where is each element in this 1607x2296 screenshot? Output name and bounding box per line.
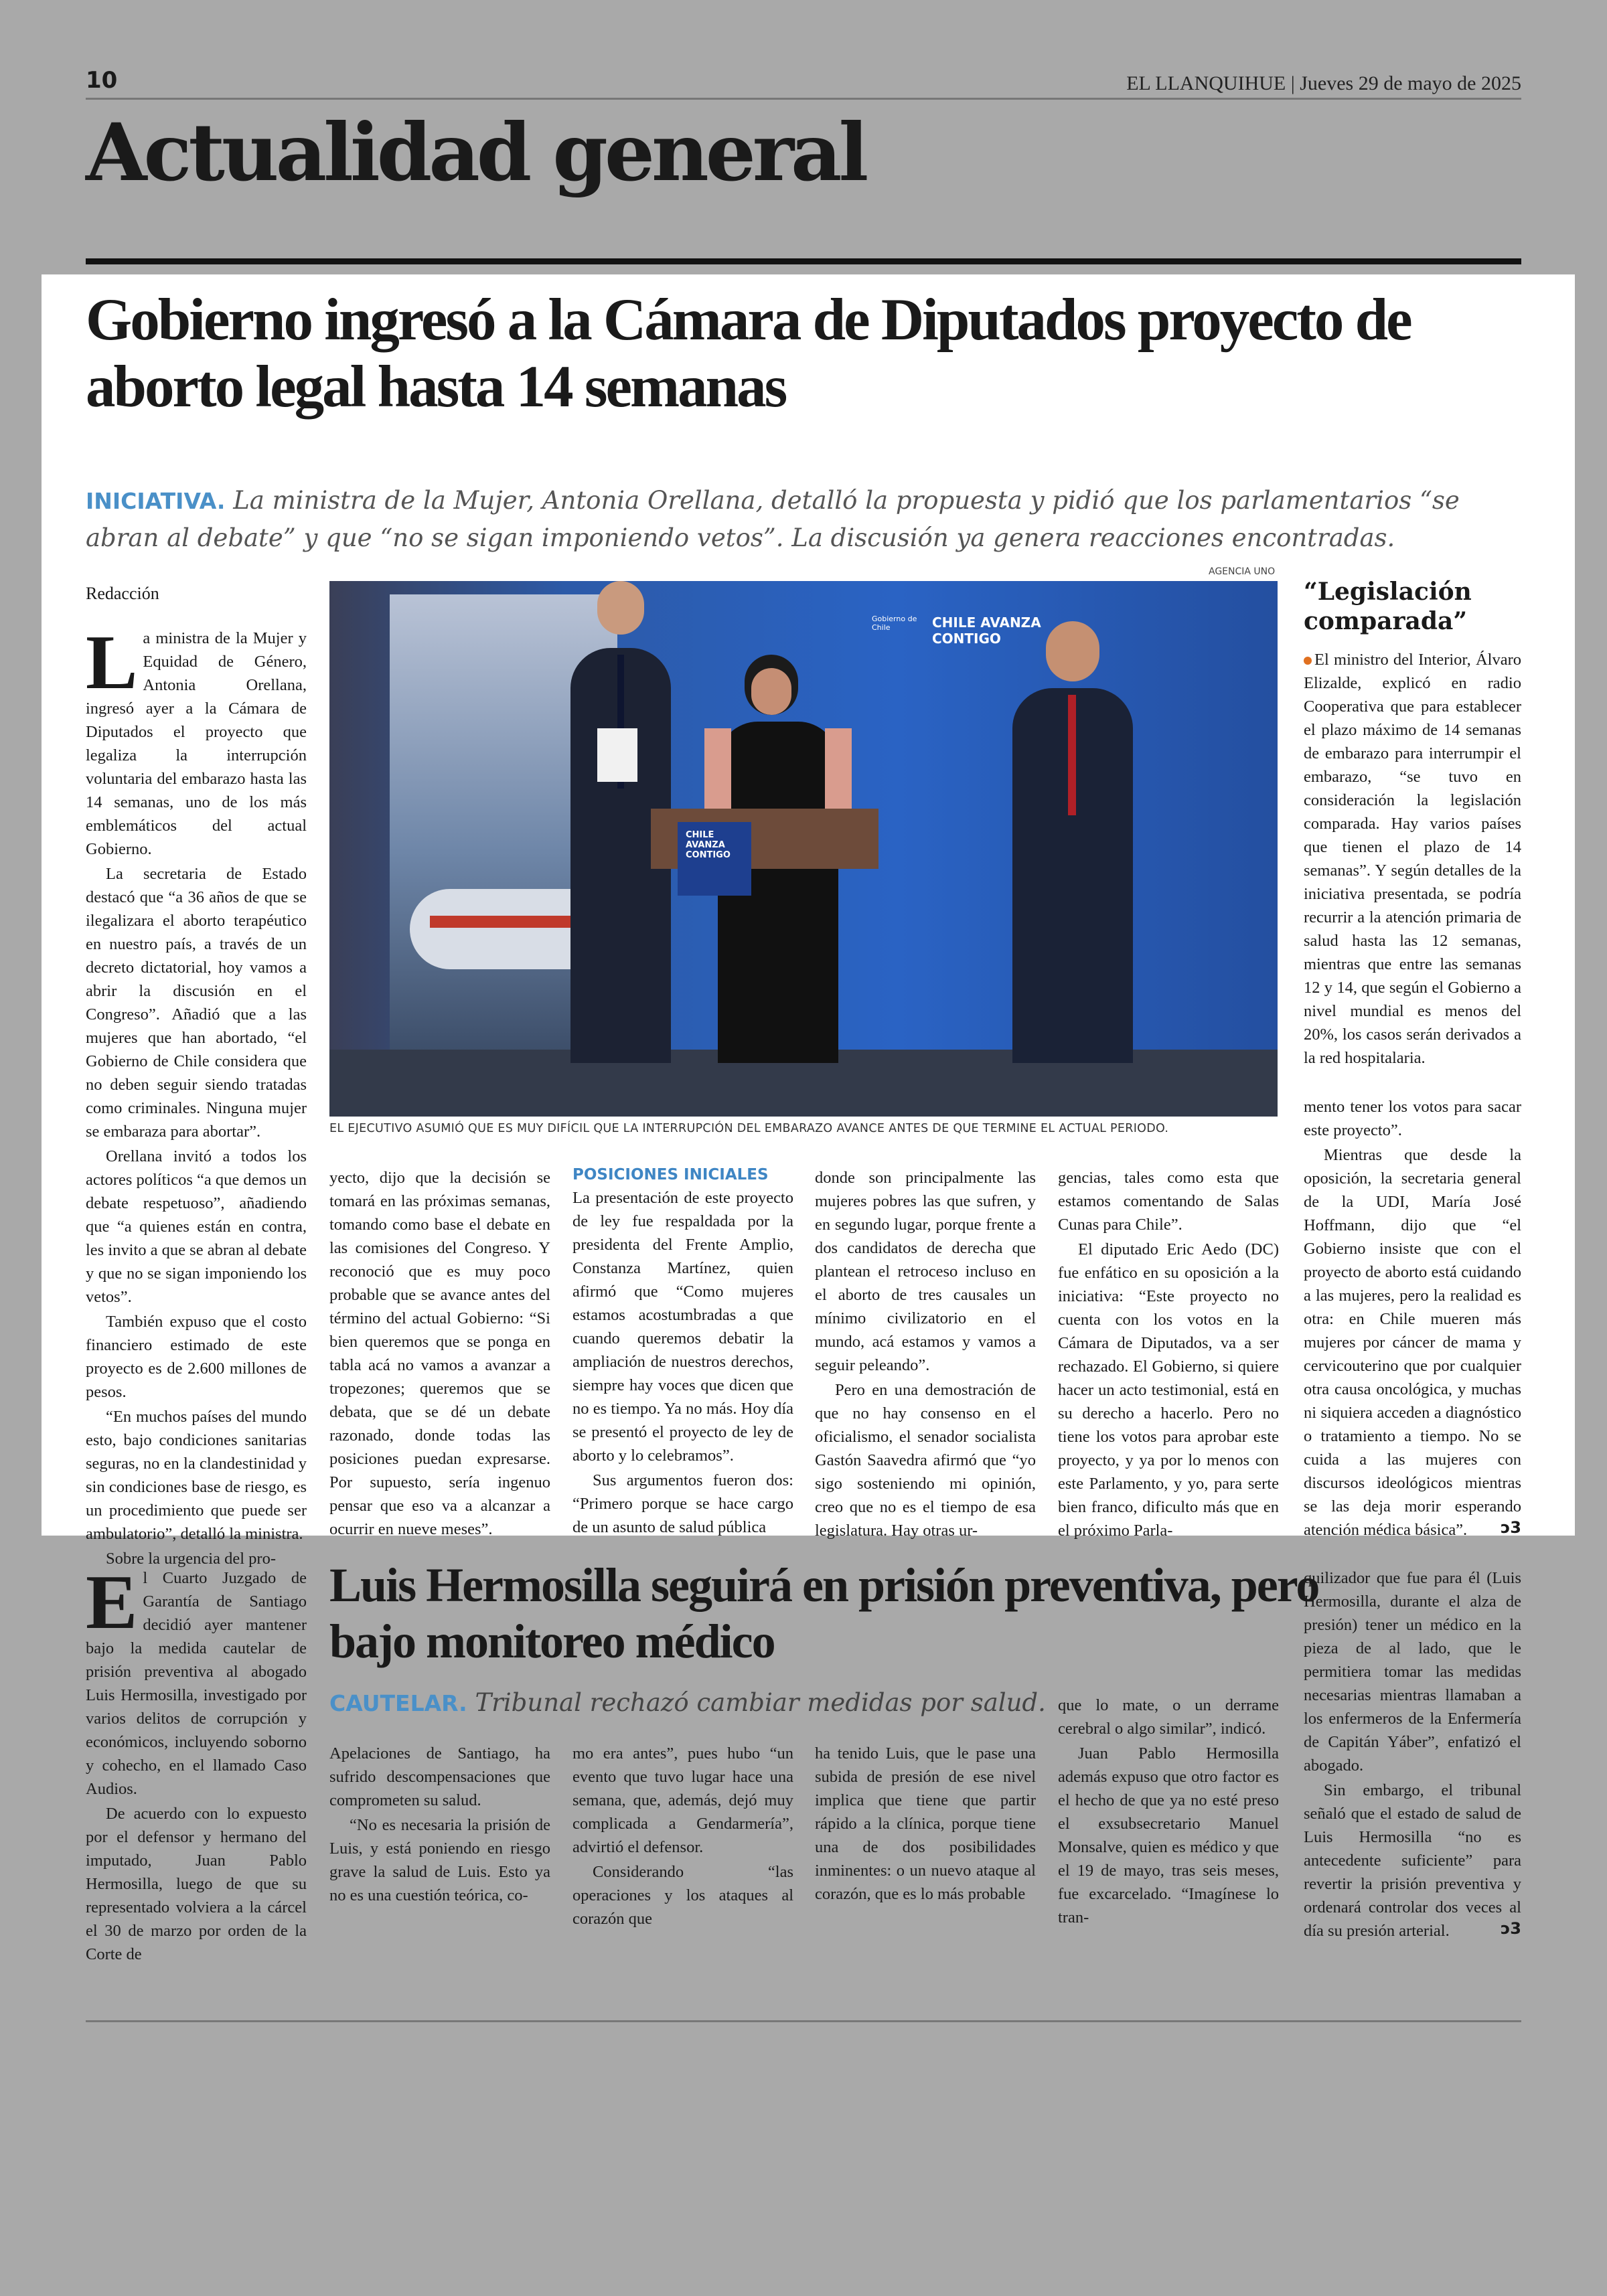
article2-column-1 <box>86 1560 307 1967</box>
header-rule <box>86 98 1521 100</box>
deck-text: La ministra de la Mujer, Antonia Orellana, detalló la propuesta y pidió que los parlamentarios “se abran al debate” y que “no se sigan imponiendo vetos”. La discusión ya genera reacciones encontradas. <box>86 486 1460 552</box>
paragraph: yecto, dijo que la decisión se tomará en las próximas semanas, tomando como base el debate en las comisiones del Congreso. Y reconoció que es muy poco probable que se avance antes del término del actual Gobierno: “Si bien queremos que se ponga en tabla acá no vamos a avanzar a tropezones; queremos que se debata, que se dé un debate razonado, donde todas las posiciones puedan expresarse. Por supuesto, sería ingenuo pensar que eso va a alcanzar a ocurrir en nueve meses”. <box>329 1169 550 1538</box>
drop-cap: E <box>86 1560 138 1645</box>
byline: Redacción <box>86 584 159 603</box>
article2-column-6 <box>1304 1566 1521 1944</box>
person-head <box>1046 621 1099 681</box>
publication-info: EL LLANQUIHUE | Jueves 29 de mayo de 2025 <box>1126 72 1521 94</box>
deck-kicker: INICIATIVA. <box>86 488 226 514</box>
paragraph: Sobre la urgencia del pro- <box>106 1550 276 1568</box>
article-column-5 <box>1058 1166 1279 1544</box>
sidebar-text <box>1304 648 1521 1071</box>
paragraph: “No es necesaria la prisión de Luis, y está poniendo en riesgo grave la salud de Luis. Esto ya no es una cuestión teórica, co- <box>329 1816 550 1904</box>
person-head <box>597 581 644 635</box>
article-column-6 <box>1304 1095 1521 1543</box>
section-subhead: POSICIONES INICIALES <box>572 1166 769 1183</box>
paragraph: mo era antes”, pues hubo “un evento que tuvo lugar hace una semana, que, además, dejó muy complicada a Gendarmería”, advirtió el defensor. <box>572 1744 793 1856</box>
paragraph: mento tener los votos para sacar este proyecto”. <box>1304 1098 1521 1139</box>
paragraph: “En muchos países del mundo esto, bajo condiciones sanitarias seguras, no en la clandestinidad y sin condiciones base de riesgo, es un procedimiento que puede ser ambulatorio”, detalló la ministra. <box>86 1408 307 1543</box>
article-column-1 <box>86 584 307 1572</box>
paragraph: El diputado Eric Aedo (DC) fue enfático en su oposición a la iniciativa: “Este proyecto no cuenta con los votos en la Cámara de Diputados, va a ser rechazado. El Gobierno, si quiere hacer un acto testimonial, está en su derecho a hacerlo. Pero no tiene los votos para aprobar este proyecto, y ya por lo menos con este Parlamento, y yo, para serte bien franco, dificulto más que en el próximo Parla- <box>1058 1240 1279 1540</box>
deck-kicker: CAUTELAR. <box>329 1690 467 1716</box>
paragraph: gencias, tales como esta que estamos comentando de Salas Cunas para Chile”. <box>1058 1169 1279 1234</box>
paragraph: También expuso que el costo financiero estimado de este proyecto es de 2.600 millones de pesos. <box>86 1313 307 1401</box>
article-column-4 <box>815 1166 1036 1544</box>
article-photo <box>329 581 1278 1117</box>
article2-column-5 <box>1058 1694 1279 1931</box>
paragraph: La presentación de este proyecto de ley fue respaldada por la presidenta del Frente Amplio, Constanza Martínez, quien afirmó que “Como mujeres estamos acostumbradas a que cuando queremos debatir la ampliación de nuestros derechos, siempre hay voces que dicen que no es tiempo. Ya no más. Hoy día se presentó el proyecto de ley de aborto y lo celebramos”. <box>572 1189 793 1465</box>
paragraph: La secretaria de Estado destacó que “a 36 años de que se ilegalizara el aborto terapéutico en nuestro país, a través de un decreto dictatorial, hoy vamos a abrir la discusión en el Congreso”. Añadió que a las mujeres que han abortado, “el Gobierno de Chile considera que no deben seguir siendo tratadas como criminales. Ninguna mujer se embaraza para abortar”. <box>86 865 307 1141</box>
article2-headline: Luis Hermosilla seguirá en prisión preventiva, pero bajo monitoreo médico <box>329 1558 1319 1668</box>
person-tie <box>1068 695 1076 815</box>
paragraph: Considerando “las operaciones y los ataques al corazón que <box>572 1863 793 1928</box>
page-number: 10 <box>86 67 118 94</box>
paragraph: Sin embargo, el tribunal señaló que el estado de salud de Luis Hermosilla “no es antecedente suficiente” para revertir la prisión preventiva y ordenará controlar dos veces al día su presión arterial. ↄ3 <box>1304 1781 1521 1940</box>
paragraph: Juan Pablo Hermosilla además expuso que otro factor es el hecho de que ya no esté preso el exsubsecretario Manuel Monsalve, quien es médico y que el 19 de mayo, tras seis meses, fue excarcelado. “Imagínese lo tran- <box>1058 1744 1279 1926</box>
photo-credit: AGENCIA UNO <box>1209 566 1276 577</box>
article2-column-4 <box>815 1742 1036 1907</box>
footer-rule <box>86 2020 1521 2022</box>
paragraph: Orellana invitó a todos los actores políticos “a que demos un debate respetuoso”, añadiendo que “a quienes están en contra, les invito a que se abran al debate y que no se sigan imponiendo los vetos”. <box>86 1147 307 1306</box>
bullet-icon <box>1304 657 1312 665</box>
person-sleeve <box>704 728 731 822</box>
paragraph: Pero en una demostración de que no hay consenso en el oficialismo, el senador socialista Gastón Saavedra afirmó que “yo sigo sosteniendo mi opinión, creo que no es el tiempo de esa legislatura. Hay otras ur- <box>815 1381 1036 1540</box>
lead-paragraph: La ministra de la Mujer y Equidad de Género, Antonia Orellana, ingresó ayer a la Cámara de Diputados el proyecto que legaliza la interrupción voluntaria del embarazo hasta las 14 semanas, uno de los más emblemáticos del actual Gobierno. <box>86 620 307 858</box>
paragraph: El ministro del Interior, Álvaro Elizalde, explicó en radio Cooperativa que para establecer el plazo máximo de 14 semanas de embarazo para interrumpir el embarazo, “se tuvo en consideración la legislación comparada. Hay varios países que tienen el plazo de 14 semanas”. Y según detalles de la iniciativa presentada, se podría recurrir a la atención primaria de salud hasta las 12 semanas, mientras que entre las semanas 12 y 14, que según el Gobierno a nivel mundial es menos del 20%, los casos serán derivados a la red hospitalaria. <box>1304 651 1521 1067</box>
paragraph: Sus argumentos fueron dos: “Primero porque se hace cargo de un asunto de salud pública <box>572 1471 793 1536</box>
section-title: Actualidad general <box>86 106 866 199</box>
paragraph: Mientras que desde la oposición, la secretaria general de la UDI, María José Hoffmann, dijo que “el Gobierno insiste que con el proyecto de aborto está cuidando a las mujeres, pero la realidad es otra: en Chile mueren más mujeres por cáncer de mama y cervicouterino que por cualquier otra causa oncológica, y muchas ni siquiera acceden a diagnóstico o tratamiento a tiempo. No se cuida a las mujeres con discursos ideológicos mientras se las deja morir esperando atención médica básica”. ↄ3 <box>1304 1146 1521 1539</box>
article-column-3 <box>572 1166 793 1540</box>
article-deck <box>86 482 1525 557</box>
person-sleeve <box>825 728 852 822</box>
backdrop-slogan: CHILE AVANZA CONTIGO <box>932 614 1041 647</box>
photo-caption: EL EJECUTIVO ASUMIÓ QUE ES MUY DIFÍCIL QUE LA INTERRUPCIÓN DEL EMBARAZO AVANCE ANTES DE QUE TERMINE EL ACTUAL PERIODO. <box>329 1122 1169 1135</box>
paragraph: quilizador que fue para él (Luis Hermosilla, durante el alza de presión) tener un médico en la pieza de al lado, que le permitiera tomar las medidas necesarias mientras llamaban a los enfermeros de la Enfermería de Capitán Yáber”, enfatizó el abogado. <box>1304 1569 1521 1775</box>
deck-text: Tribunal rechazó cambiar medidas por salud. <box>475 1688 1046 1717</box>
papers <box>597 728 637 782</box>
paragraph: ha tenido Luis, que le pase una subida de presión de ese nivel implica que tiene que partir rápido a la clínica, porque tiene una de dos posibilidades inminentes: o un nuevo ataque al corazón, que es lo más probable <box>815 1744 1036 1903</box>
sidebar-title: “Legislación comparada” <box>1304 578 1472 635</box>
person-face <box>751 668 791 715</box>
podium-sign: CHILE AVANZA CONTIGO <box>678 822 751 896</box>
paragraph: De acuerdo con lo expuesto por el defensor y hermano del imputado, Juan Pablo Hermosilla, luego de que su representado volviera a la cárcel el 30 de marzo por orden de la Corte de <box>86 1805 307 1963</box>
section-rule <box>86 258 1521 264</box>
end-mark-icon: ↄ3 <box>1501 1518 1521 1537</box>
article-column-2 <box>329 1166 550 1542</box>
paragraph: que lo mate, o un derrame cerebral o algo similar”, indicó. <box>1058 1696 1279 1738</box>
poster-train-stripe <box>430 916 591 928</box>
article2-column-3 <box>572 1742 793 1932</box>
paragraph: donde son principalmente las mujeres pobres las que sufren, y en segundo lugar, porque frente a dos candidatos de derecha que plantean el retroceso incluso en el aborto de tres causales un mínimo civilizatorio en el mundo, acá estamos y vamos a seguir peleando”. <box>815 1169 1036 1374</box>
paragraph: Apelaciones de Santiago, ha sufrido descompensaciones que comprometen su salud. <box>329 1744 550 1809</box>
article-headline: Gobierno ingresó a la Cámara de Diputados proyecto de aborto legal hasta 14 semanas <box>86 287 1411 420</box>
drop-cap: L <box>86 620 138 706</box>
lead-paragraph: El Cuarto Juzgado de Garantía de Santiago decidió ayer mantener bajo la medida cautelar de prisión preventiva al abogado Luis Hermosilla, investigado por varios delitos de corrupción y económicos, incluyendo soborno y cohecho, en el llamado Caso Audios. <box>86 1560 307 1798</box>
end-mark-icon: ↄ3 <box>1501 1919 1521 1938</box>
article2-column-2 <box>329 1742 550 1908</box>
gov-logo-text: Gobierno de Chile <box>872 614 917 632</box>
